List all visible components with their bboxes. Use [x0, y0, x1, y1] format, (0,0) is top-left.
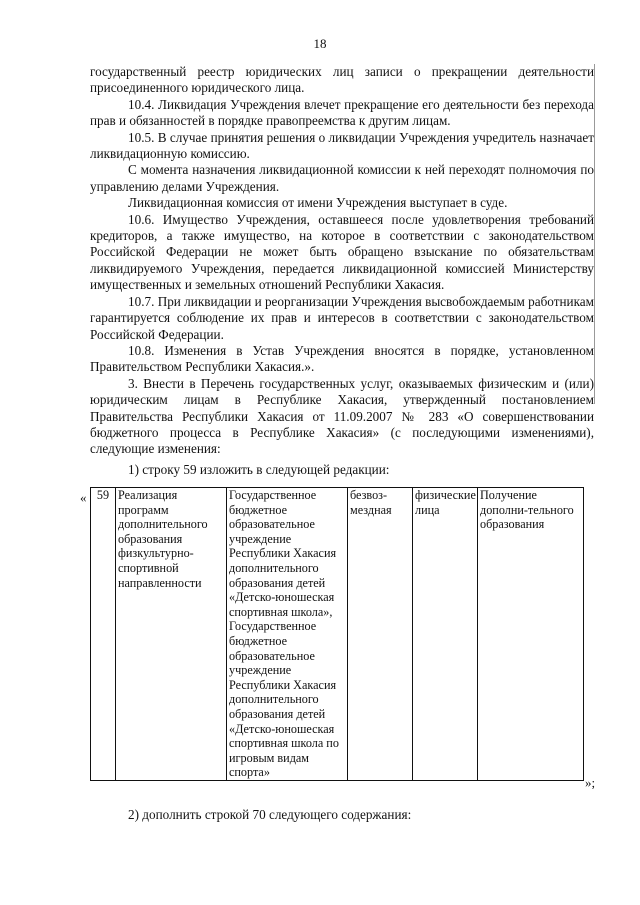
institutions-cell: Государственное бюджетное образовательное учреждение Республики Хакасия дополнительного образования детей «Детско-юношеская спортивная школа», Государственное бюджетное образовательное учреждение Республики Хакасия дополнительного образования детей «Детско-юношеская спортивная школа по игровым видам спорта»: [227, 488, 348, 781]
paragraph: 10.7. При ликвидации и реорганизации Учреждения высвобождаемым работникам гарантируется соблюдение их прав и интересов в соответствии с законодательством Российской Федерации.: [90, 293, 594, 342]
closing-quote: »;: [585, 775, 596, 790]
result-cell: Получение дополни-тельного образования: [478, 488, 584, 781]
paragraph: 10.8. Изменения в Устав Учреждения вносятся в порядке, установленном Правительством Республики Хакасия.».: [90, 342, 594, 375]
service-name-cell: Реализация программ дополнительного образования физкультурно-спортивной направленности: [116, 488, 227, 781]
paragraph: 10.4. Ликвидация Учреждения влечет прекращение его деятельности без перехода прав и обязанностей в порядке правопреемства к другим лицам.: [90, 96, 594, 129]
scan-edge-line: [594, 64, 595, 404]
services-table: [90, 487, 584, 781]
opening-quote: «: [80, 490, 87, 505]
paragraph: 3. Внести в Перечень государственных услуг, оказываемых физическим и (или) юридическим лицам в Республике Хакасия, утвержденный постановлением Правительства Республики Хакасия от 11.09.2007 № 283 «О совершенствовании бюджетного процесса в Республике Хакасия» (с последующими изменениями), следующие изменения:: [90, 375, 594, 457]
row-number-cell: 59: [91, 488, 116, 781]
paragraph-after-table: 2) дополнить строкой 70 следующего содержания:: [128, 807, 412, 822]
table-row: [91, 488, 584, 781]
recipients-cell: физические лица: [413, 488, 478, 781]
paragraph: 10.5. В случае принятия решения о ликвидации Учреждения учредитель назначает ликвидационную комиссию.: [90, 129, 594, 162]
paragraph: Ликвидационная комиссия от имени Учреждения выступает в суде.: [128, 195, 508, 211]
paragraph: 10.6. Имущество Учреждения, оставшееся после удовлетворения требований кредиторов, а также имущество, на которое в соответствии с законодательством Российской Федерации не может быть обращено взыскание по обязательствам ликвидируемого Учреждения, передается ликвидационной комиссией Министерству имущественных и земельных отношений Республики Хакасия.: [90, 211, 594, 293]
page-number: 18: [313, 36, 327, 51]
paragraph: государственный реестр юридических лиц записи о прекращении деятельности присоединенного юридического лица.: [90, 64, 594, 96]
paragraph: С момента назначения ликвидационной комиссии к ней переходят полномочия по управлению делами Учреждения.: [90, 162, 594, 194]
fee-cell: безвоз-мездная: [348, 488, 413, 781]
document-body: [90, 64, 594, 478]
paragraph: 1) строку 59 изложить в следующей редакции:: [128, 461, 390, 477]
